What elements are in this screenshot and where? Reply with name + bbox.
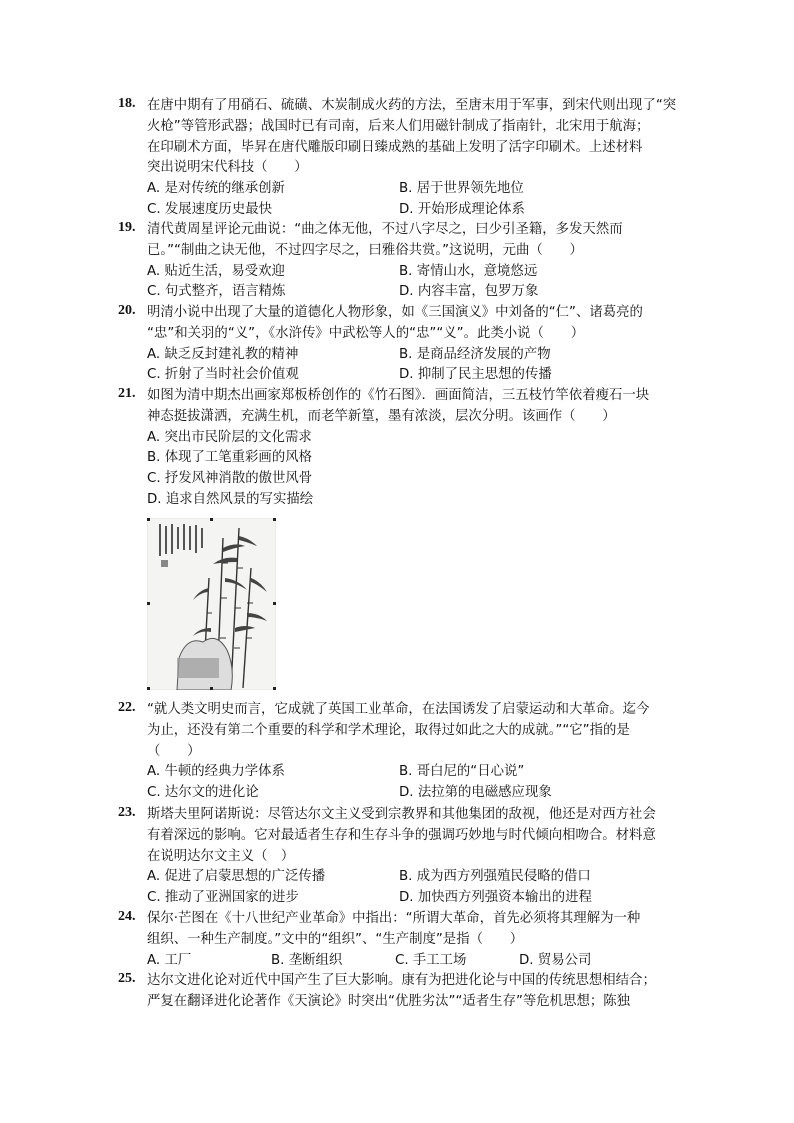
option-b[interactable]: B. 体现了工笔重彩画的风格	[147, 450, 312, 466]
question-number: 20.	[118, 303, 136, 318]
question-number: 25.	[118, 971, 136, 986]
question-number: 22.	[118, 700, 136, 715]
question-stem: 达尔文进化论对近代中国产生了巨大影响。康有为把进化论与中国的传统思想相结合； 严复在翻译进化论著作《天演论》时突出“优胜劣汰”“适者生存”等危机思想；陈独	[147, 973, 656, 1009]
options	[147, 262, 678, 304]
option-b[interactable]: B. 是商品经济发展的产物	[399, 346, 551, 362]
question-19	[118, 220, 678, 303]
question-stem: 清代黄周星评论元曲说：“曲之体无他，不过八字尽之，曰少引圣籍，多发天然而 已。”“制曲之诀无他，不过四字尽之，曰雅俗共赏。”这说明，元曲（ ）	[147, 222, 623, 258]
options	[147, 951, 678, 972]
option-a[interactable]: A. 促进了启蒙思想的广泛传播	[147, 869, 326, 885]
options	[147, 179, 678, 221]
option-b[interactable]: B. 哥白尼的“日心说”	[399, 764, 525, 780]
question-21	[118, 386, 678, 511]
question-number: 23.	[118, 805, 136, 820]
option-a[interactable]: A. 是对传统的继承创新	[147, 181, 285, 197]
question-25	[118, 971, 678, 1013]
options	[147, 762, 678, 804]
option-b[interactable]: B. 成为西方列强殖民侵略的借口	[399, 869, 591, 885]
bamboo-rock-painting	[147, 518, 276, 690]
option-a[interactable]: A. 工厂	[147, 952, 192, 968]
option-d[interactable]: D. 开始形成理论体系	[399, 201, 525, 217]
option-c[interactable]: C. 发展速度历史最快	[147, 201, 272, 217]
option-c[interactable]: C. 手工工场	[395, 952, 467, 968]
question-number: 21.	[118, 386, 136, 401]
options	[147, 867, 678, 909]
option-a[interactable]: A. 牛顿的经典力学体系	[147, 764, 285, 780]
option-c[interactable]: C. 折射了当时社会价值观	[147, 367, 299, 383]
question-stem: 如图为清中期杰出画家郑板桥创作的《竹石图》．画面简洁，三五枝竹竿依着瘦石一块 神态挺拔潇洒，充满生机，而老竿新篁，墨有浓淡，层次分明。该画作（ ）	[147, 388, 650, 424]
option-d[interactable]: D. 法拉第的电磁感应现象	[399, 785, 552, 801]
question-stem: 保尔·芒图在《十八世纪产业革命》中指出：“所谓大革命，首先必须将其理解为一种 组织、一种生产制度。”文中的“组织”、“生产制度”是指（ ）	[147, 911, 641, 947]
question-number: 19.	[118, 220, 136, 235]
option-a[interactable]: A. 突出市民阶层的文化需求	[147, 429, 312, 445]
option-d[interactable]: D. 内容丰富，包罗万象	[399, 284, 539, 300]
option-a[interactable]: A. 贴近生活，易受欢迎	[147, 263, 285, 279]
painting-image	[147, 518, 276, 690]
option-b[interactable]: B. 寄情山水，意境悠远	[399, 263, 538, 279]
option-c[interactable]: C. 达尔文的进化论	[147, 785, 259, 801]
question-stem: 在唐中期有了用硝石、硫磺、木炭制成火药的方法，至唐末用于军事，到宋代则出现了“突 火枪”等管形武器；战国时已有司南，后来人们用磁针制成了指南针，北宋用于航海； 在印刷术方面，毕昇在唐代雕版印刷日臻成熟的基础上发明了活字印刷术。上述材料 突出说明宋代科技（ ）	[147, 98, 677, 176]
question-stem: “就人类文明史而言，它成就了英国工业革命，在法国诱发了启蒙运动和大革命。迄今 为止，还没有第二个重要的科学和学术理论，取得过如此之大的成就。”“它”指的是 （ ）	[147, 702, 650, 759]
option-d[interactable]: D. 加快西方列强资本输出的进程	[399, 890, 592, 906]
question-stem: 斯塔夫里阿诺斯说：尽管达尔文主义受到宗教界和其他集团的敌视，他还是对西方社会 有着深远的影响。它对最适者生存和生存斗争的强调巧妙地与时代倾向相吻合。材料意 在说明达尔文主义（ ）	[147, 807, 656, 864]
option-c[interactable]: C. 推动了亚洲国家的进步	[147, 890, 299, 906]
option-c[interactable]: C. 句式整齐，语言精炼	[147, 284, 286, 300]
question-18	[118, 96, 678, 221]
question-number: 18.	[118, 96, 136, 111]
options	[147, 428, 678, 511]
option-d[interactable]: D. 追求自然风景的写实描绘	[147, 491, 314, 507]
options	[147, 345, 678, 387]
question-22	[118, 700, 678, 804]
question-20	[118, 303, 678, 386]
question-23	[118, 805, 678, 909]
option-b[interactable]: B. 垄断组织	[271, 952, 343, 968]
question-stem: 明清小说中出现了大量的道德化人物形象，如《三国演义》中刘备的“仁”、诸葛亮的 “忠”和关羽的“义”，《水浒传》中武松等人的“忠”“义”。此类小说（ ）	[147, 305, 643, 341]
option-d[interactable]: D. 贸易公司	[519, 952, 592, 968]
option-d[interactable]: D. 抑制了民主思想的传播	[399, 367, 552, 383]
option-c[interactable]: C. 抒发风神消散的傲世风骨	[147, 471, 313, 487]
option-a[interactable]: A. 缺乏反封建礼教的精神	[147, 346, 299, 362]
option-b[interactable]: B. 居于世界领先地位	[399, 181, 524, 197]
question-24	[118, 909, 678, 971]
question-number: 24.	[118, 909, 136, 924]
